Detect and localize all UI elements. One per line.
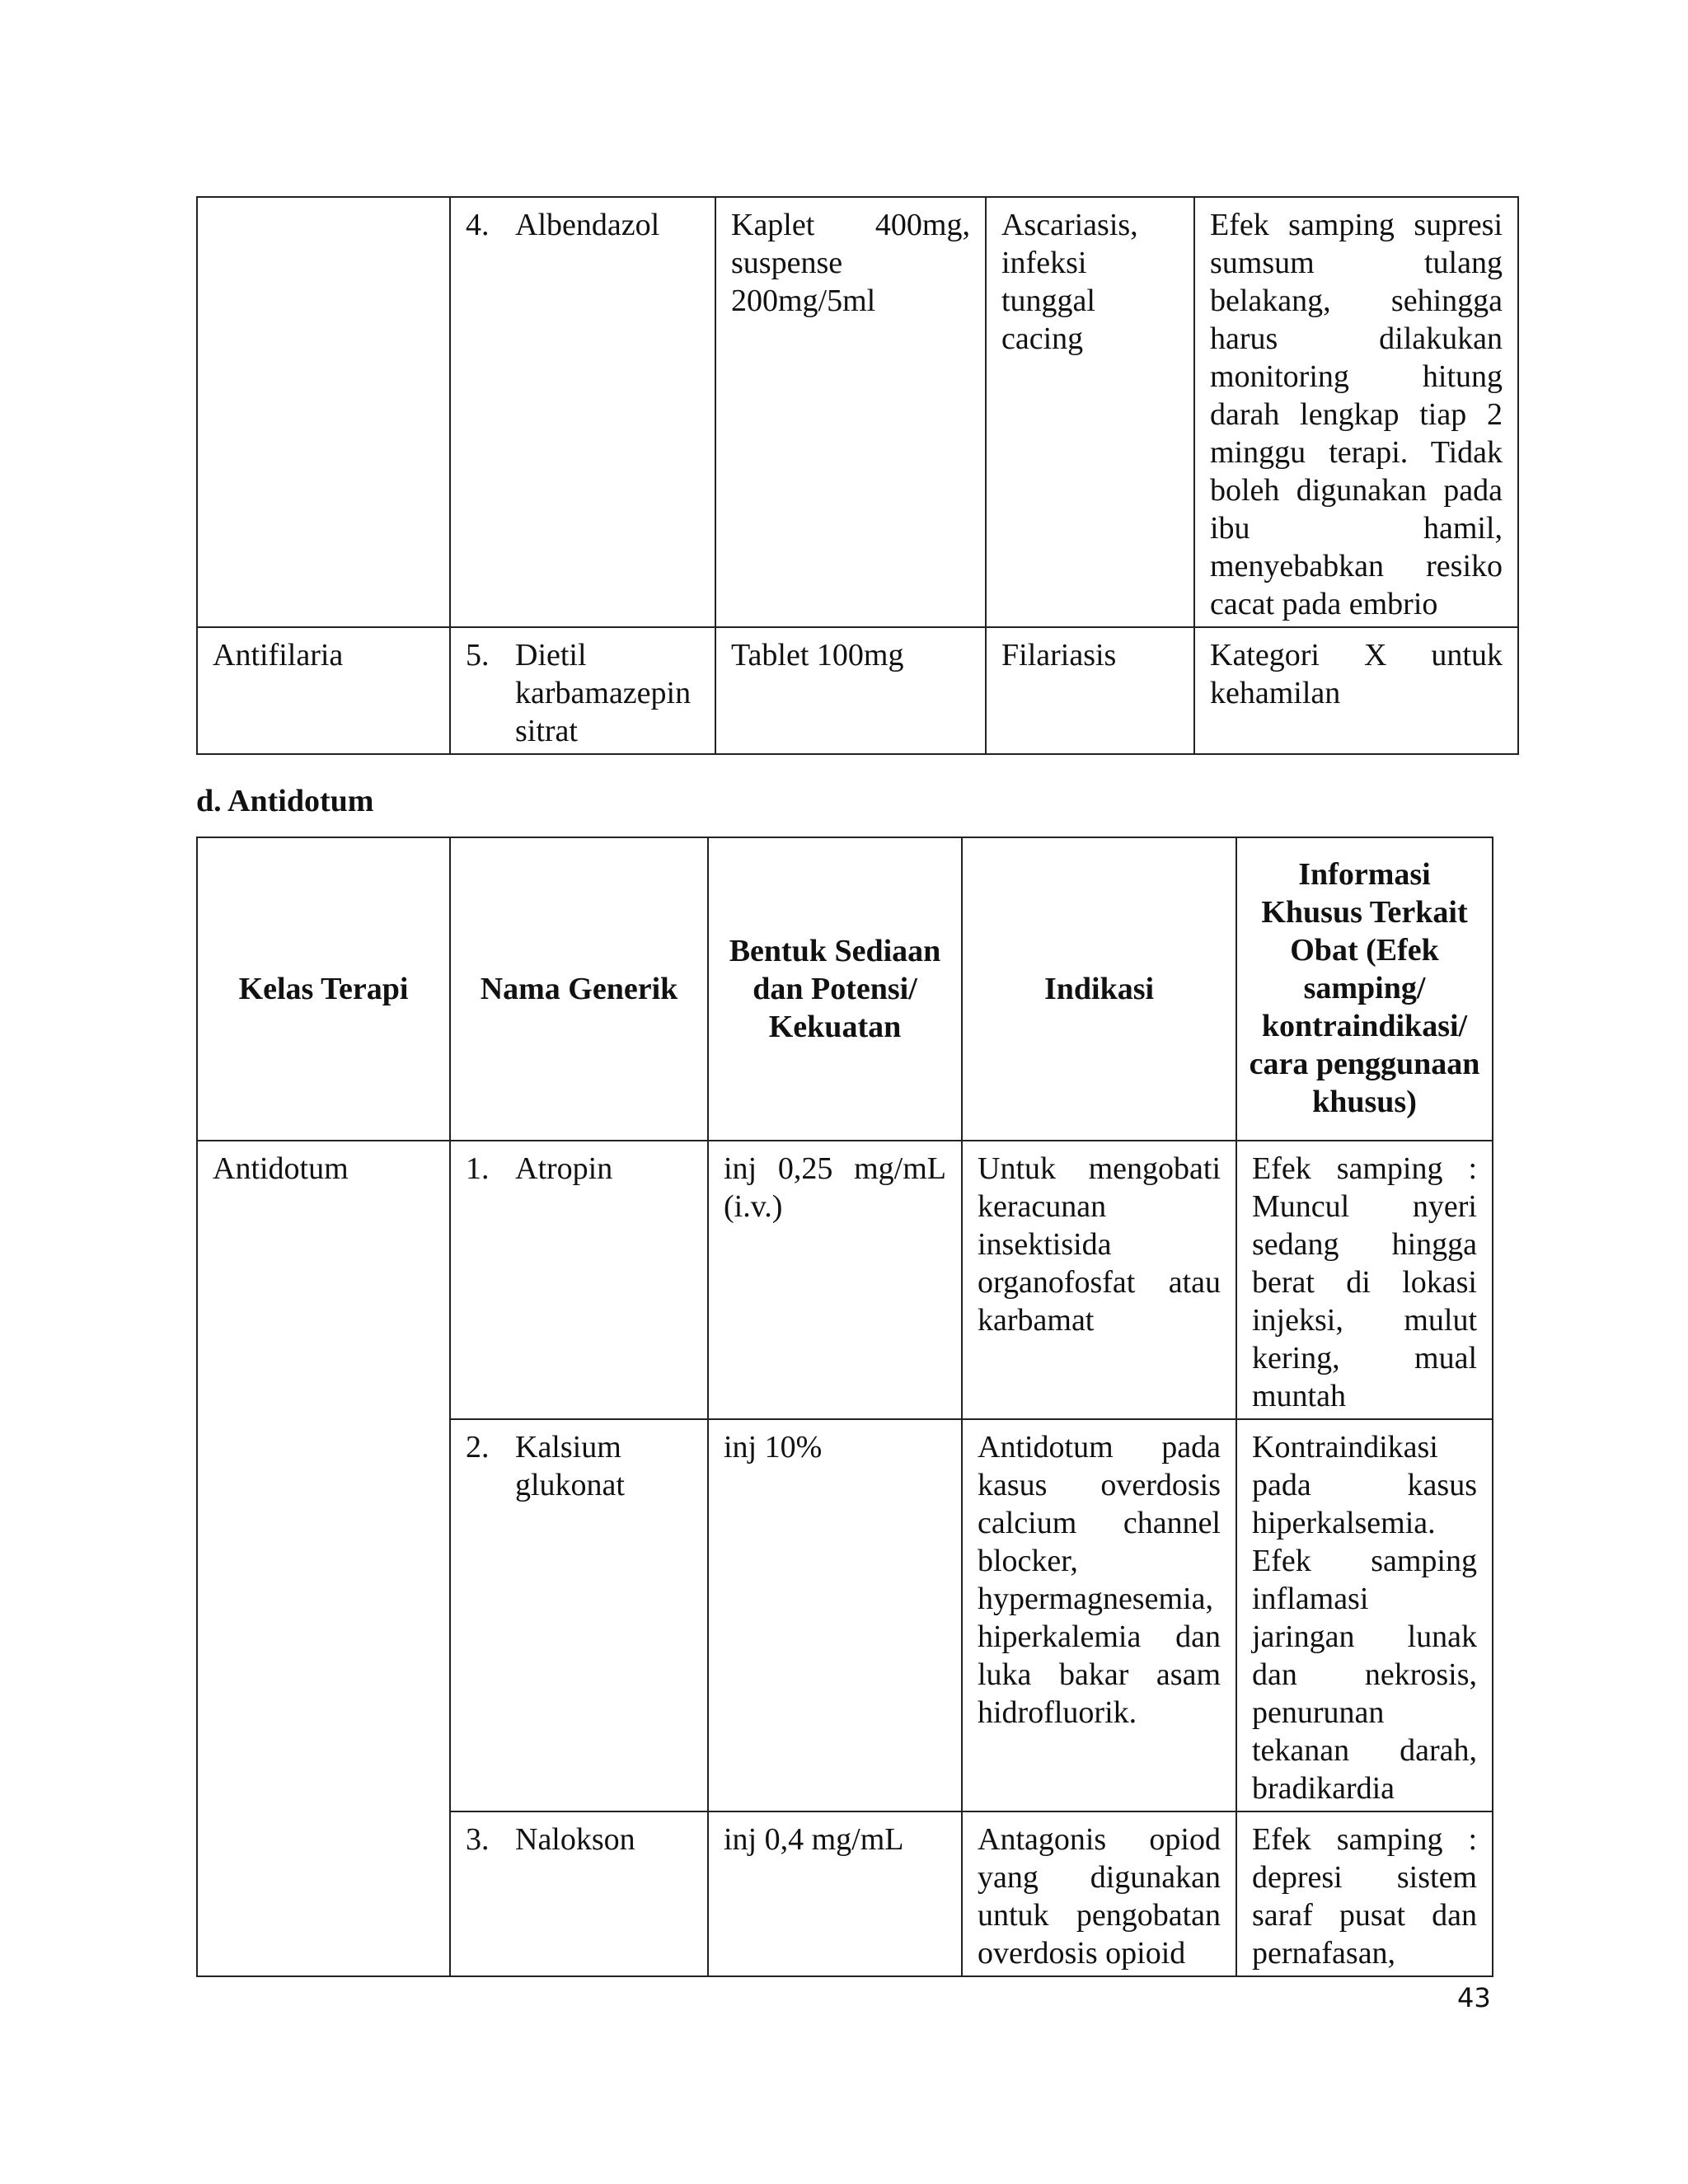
header-informasi-khusus: Informasi Khusus Terkait Obat (Efek samping/ kontraindikasi/ cara penggunaan khusus)	[1236, 837, 1493, 1141]
kelas-terapi-cell: Antifilaria	[197, 627, 450, 754]
indikasi-cell: Antagonis opiod yang digunakan untuk pengobatan overdosis opioid	[962, 1811, 1236, 1976]
header-bentuk-sediaan: Bentuk Sediaan dan Potensi/ Kekuatan	[708, 837, 962, 1141]
nama-generik-cell	[450, 1811, 708, 1976]
generic-name: Albendazol	[515, 208, 660, 242]
indikasi-cell: Untuk mengobati keracunan insektisida organofosfat atau karbamat	[962, 1141, 1236, 1419]
generic-name: Nalokson	[515, 1822, 635, 1857]
informasi-cell: Kategori X untuk kehamilan	[1194, 627, 1518, 754]
nama-generik-cell	[450, 1419, 708, 1811]
bentuk-sediaan-cell: Tablet 100mg	[715, 627, 986, 754]
anthelmintic-table-continued	[196, 196, 1519, 755]
kelas-terapi-cell: Antidotum	[197, 1141, 450, 1976]
item-number: 1.	[466, 1151, 490, 1186]
bentuk-sediaan-cell: Kaplet 400mg, suspense 200mg/5ml	[715, 197, 986, 627]
indikasi-cell: Antidotum pada kasus overdosis calcium channel blocker, hypermagnesemia, hiperkalemia dan luka bakar asam hidrofluorik.	[962, 1419, 1236, 1811]
header-kelas-terapi: Kelas Terapi	[197, 837, 450, 1141]
nama-generik-cell	[450, 627, 715, 754]
section-heading: d. Antidotum	[196, 784, 374, 818]
bentuk-sediaan-cell: inj 10%	[708, 1419, 962, 1811]
informasi-cell: Efek samping : Muncul nyeri sedang hingga berat di lokasi injeksi, mulut kering, mual muntah	[1236, 1141, 1493, 1419]
table-row	[197, 627, 1518, 754]
table-row	[197, 1141, 1493, 1419]
informasi-cell: Efek samping : depresi sistem saraf pusat dan pernafasan,	[1236, 1811, 1493, 1976]
informasi-cell: Efek samping supresi sumsum tulang belakang, sehingga harus dilakukan monitoring hitung darah lengkap tiap 2 minggu terapi. Tidak boleh digunakan pada ibu hamil, menyebabkan resiko cacat pada embrio	[1194, 197, 1518, 627]
item-number: 5.	[466, 638, 490, 673]
generic-name: Atropin	[515, 1151, 613, 1186]
table-row	[197, 197, 1518, 627]
generic-name: Kalsium glukonat	[515, 1430, 625, 1502]
item-number: 4.	[466, 208, 490, 242]
generic-name: Dietil karbamazepin sitrat	[515, 638, 692, 748]
table-header-row	[197, 837, 1493, 1141]
nama-generik-cell	[450, 197, 715, 627]
bentuk-sediaan-cell: inj 0,25 mg/mL (i.v.)	[708, 1141, 962, 1419]
indikasi-cell: Ascariasis, infeksi tunggal cacing	[986, 197, 1194, 627]
nama-generik-cell	[450, 1141, 708, 1419]
bentuk-sediaan-cell: inj 0,4 mg/mL	[708, 1811, 962, 1976]
page-number: 43	[1457, 1982, 1491, 2013]
header-nama-generik: Nama Generik	[450, 837, 708, 1141]
kelas-terapi-cell	[197, 197, 450, 627]
item-number: 3.	[466, 1822, 490, 1857]
indikasi-cell: Filariasis	[986, 627, 1194, 754]
item-number: 2.	[466, 1430, 490, 1465]
antidotum-table	[196, 837, 1493, 1977]
informasi-cell: Kontraindikasi pada kasus hiperkalsemia. Efek samping inflamasi jaringan lunak dan nekrosis, penurunan tekanan darah, bradikardia	[1236, 1419, 1493, 1811]
header-indikasi: Indikasi	[962, 837, 1236, 1141]
